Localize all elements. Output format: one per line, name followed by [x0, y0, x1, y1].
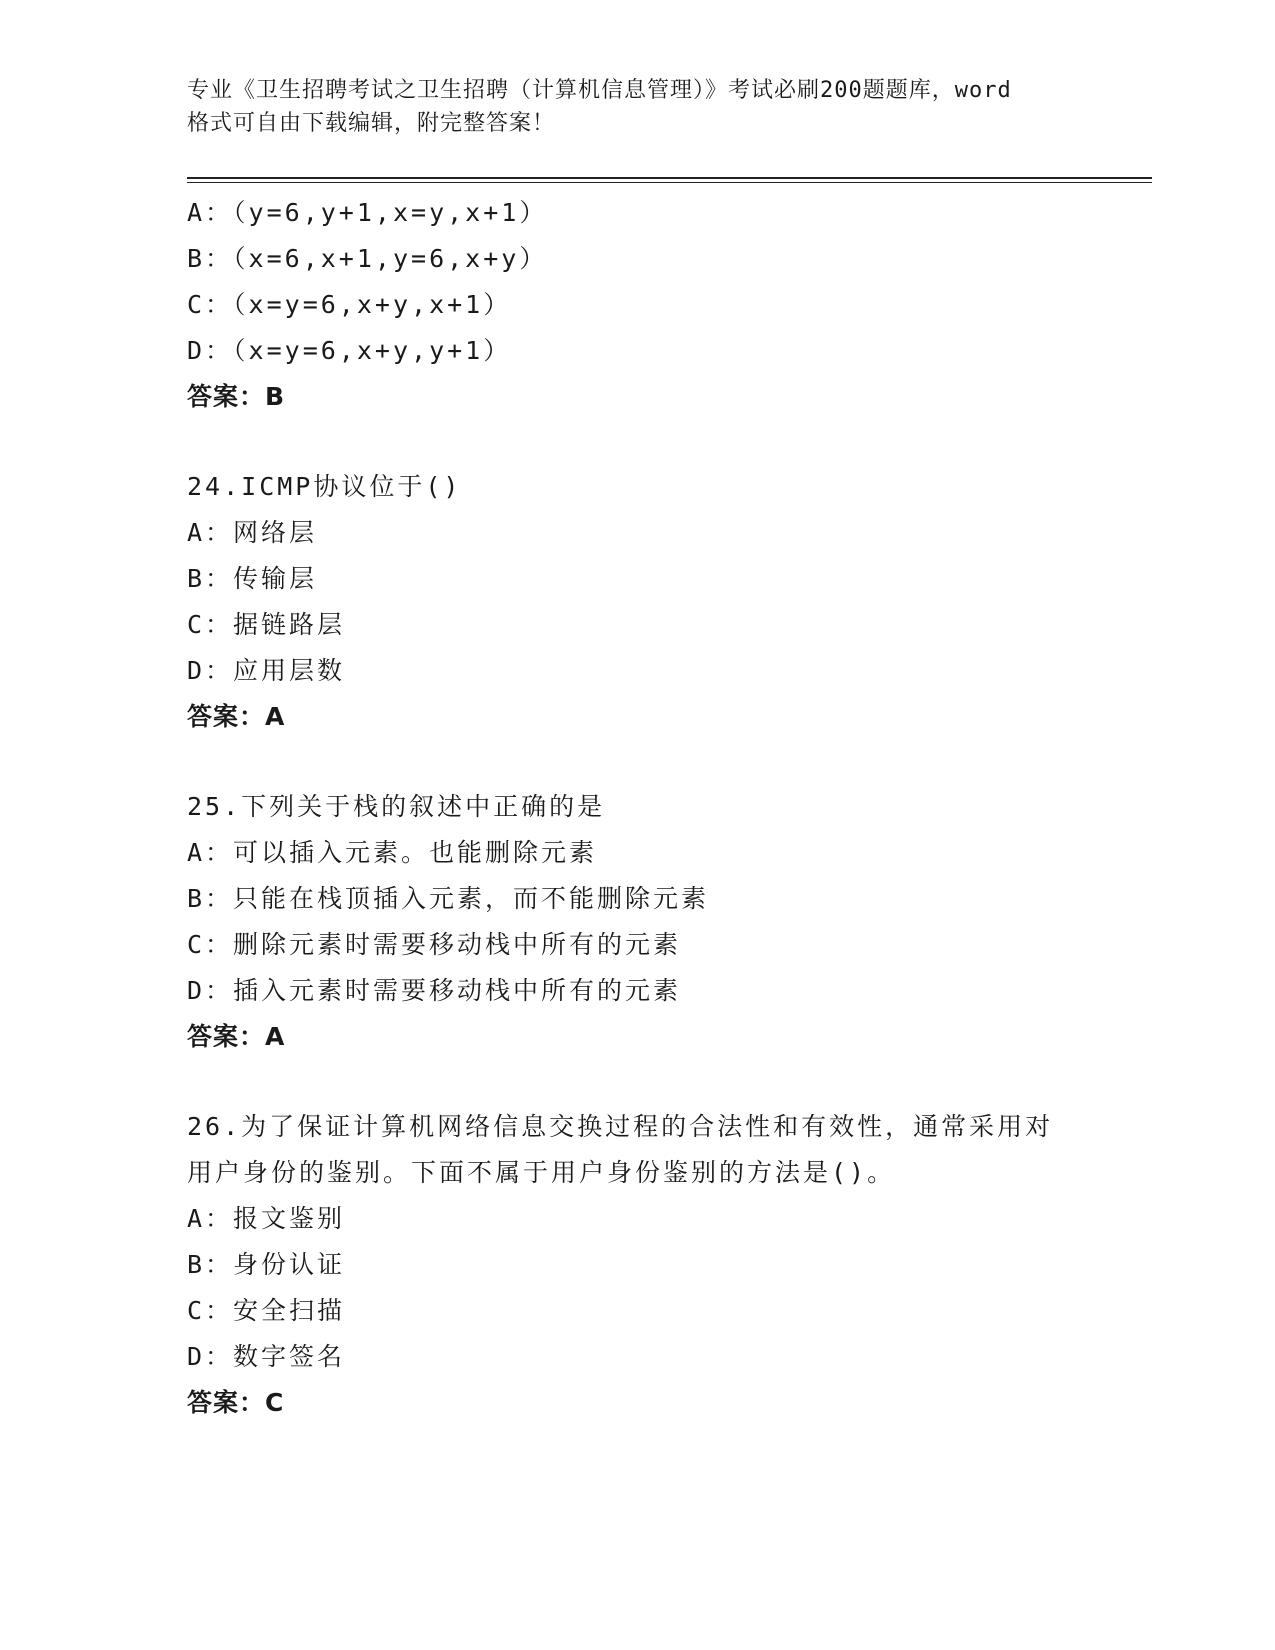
option-d: D：应用层数	[187, 656, 346, 685]
option-b: B：（x=6,x+1,y=6,x+y）	[187, 244, 548, 273]
option-d: D：插入元素时需要移动栈中所有的元素	[187, 976, 682, 1005]
question-block-26	[187, 1104, 1127, 1426]
header-divider-thin	[187, 182, 1152, 183]
header-line-2: 格式可自由下载编辑，附完整答案！	[187, 111, 556, 136]
option-a: A：报文鉴别	[187, 1204, 346, 1233]
answer-line: 答案：A	[187, 702, 286, 731]
question-stem: 24.ICMP协议位于()	[187, 472, 462, 501]
question-list	[187, 190, 1127, 1470]
question-block-25	[187, 784, 1127, 1060]
question-block-23	[187, 190, 1127, 420]
question-stem-line-2: 用户身份的鉴别。下面不属于用户身份鉴别的方法是()。	[187, 1158, 896, 1187]
option-a: A：网络层	[187, 518, 318, 547]
document-header	[187, 74, 1087, 140]
option-a: A：（y=6,y+1,x=y,x+1）	[187, 198, 548, 227]
answer-line: 答案：A	[187, 1022, 286, 1051]
option-b: B：只能在栈顶插入元素，而不能删除元素	[187, 884, 710, 913]
option-b: B：身份认证	[187, 1250, 346, 1279]
answer-line: 答案：B	[187, 382, 286, 411]
option-d: D：（x=y=6,x+y,y+1）	[187, 336, 512, 365]
option-c: C：删除元素时需要移动栈中所有的元素	[187, 930, 682, 959]
answer-line: 答案：C	[187, 1388, 285, 1417]
question-stem-line-1: 26.为了保证计算机网络信息交换过程的合法性和有效性，通常采用对	[187, 1112, 1054, 1141]
option-a: A：可以插入元素。也能删除元素	[187, 838, 598, 867]
question-stem: 25.下列关于栈的叙述中正确的是	[187, 792, 606, 821]
header-divider-thick	[187, 177, 1152, 179]
option-c: C：（x=y=6,x+y,x+1）	[187, 290, 512, 319]
option-c: C：安全扫描	[187, 1296, 346, 1325]
option-d: D：数字签名	[187, 1342, 346, 1371]
question-block-24	[187, 464, 1127, 740]
option-c: C：据链路层	[187, 610, 346, 639]
header-line-1: 专业《卫生招聘考试之卫生招聘（计算机信息管理）》考试必刷200题题库，word	[187, 78, 1012, 103]
option-b: B：传输层	[187, 564, 318, 593]
